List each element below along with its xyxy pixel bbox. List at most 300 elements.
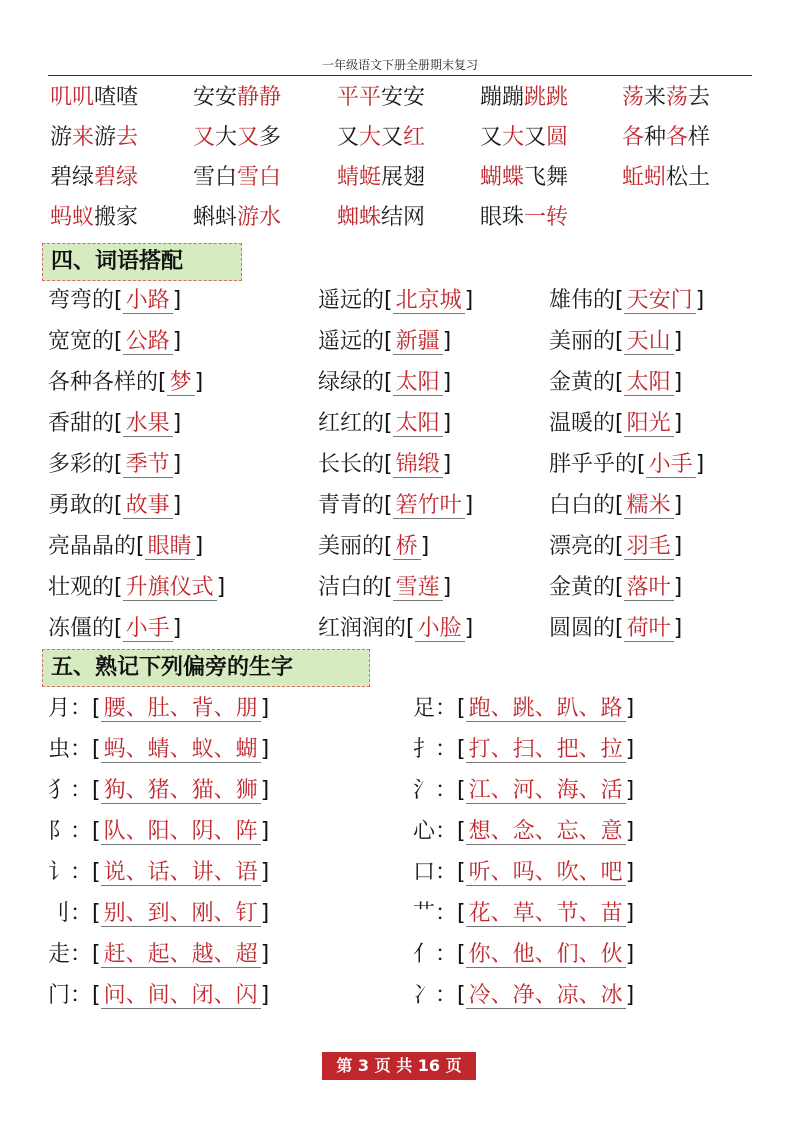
radical-item: [48, 978, 269, 1014]
matching-item: [318, 488, 473, 524]
phrase-segment: 碧绿: [94, 165, 139, 190]
phrase-segment: 各: [622, 125, 645, 150]
right-bracket: ]: [442, 329, 452, 354]
phrase-item: [50, 200, 138, 236]
right-bracket: ]: [673, 493, 683, 518]
radical-item: [413, 814, 634, 850]
left-bracket: [: [637, 452, 646, 477]
right-bracket: ]: [172, 452, 182, 477]
radical-char: 冫: [413, 983, 436, 1008]
radical-char: 艹: [413, 901, 436, 926]
matching-prefix: 金黄的: [549, 370, 616, 395]
matching-answer: 新疆: [393, 329, 443, 355]
left-bracket: [: [114, 616, 123, 641]
left-bracket: [: [406, 616, 415, 641]
right-bracket: ]: [260, 983, 270, 1008]
matching-item: [48, 406, 181, 442]
left-bracket: [: [92, 942, 101, 967]
left-bracket: [: [615, 616, 624, 641]
matching-answer: 阳光: [624, 411, 674, 437]
matching-row: [0, 447, 800, 483]
right-bracket: ]: [464, 288, 474, 313]
right-bracket: ]: [625, 696, 635, 721]
right-bracket: ]: [464, 493, 474, 518]
phrase-segment: 松土: [666, 165, 711, 190]
matching-prefix: 白白的: [549, 493, 616, 518]
radical-row: [0, 978, 800, 1014]
matching-row: [0, 488, 800, 524]
matching-prefix: 红润润的: [318, 616, 407, 641]
radical-answer: 腰、肚、背、朋: [101, 696, 261, 722]
phrase-segment: 又: [381, 125, 404, 150]
matching-item: [549, 447, 704, 483]
right-bracket: ]: [625, 983, 635, 1008]
phrase-row: [0, 120, 800, 156]
radical-row: [0, 937, 800, 973]
matching-row: [0, 611, 800, 647]
colon: ：: [70, 696, 93, 721]
section-4-title: 四、词语搭配: [42, 243, 242, 281]
right-bracket: ]: [194, 534, 204, 559]
phrase-row: [0, 80, 800, 116]
matching-item: [549, 488, 682, 524]
right-bracket: ]: [260, 942, 270, 967]
matching-row: [0, 406, 800, 442]
matching-prefix: 美丽的: [549, 329, 616, 354]
left-bracket: [: [92, 696, 101, 721]
radical-item: [413, 937, 634, 973]
phrase-segment: 蹦蹦: [480, 85, 525, 110]
matching-item: [48, 611, 181, 647]
phrase-segment: 荡: [666, 85, 689, 110]
matching-item: [318, 365, 451, 401]
phrase-segment: 来: [72, 125, 95, 150]
radical-answer: 听、吗、吹、吧: [466, 860, 626, 886]
radical-answer: 赶、起、越、超: [101, 942, 261, 968]
left-bracket: [: [114, 452, 123, 477]
matching-prefix: 多彩的: [48, 452, 115, 477]
matching-prefix: 冻僵的: [48, 616, 115, 641]
phrase-item: [480, 160, 568, 196]
phrase-item: [622, 80, 710, 116]
left-bracket: [: [384, 288, 393, 313]
right-bracket: ]: [260, 860, 270, 885]
matching-item: [48, 488, 181, 524]
phrase-segment: 安安: [193, 85, 238, 110]
matching-row: [0, 570, 800, 606]
matching-answer: 锦缎: [393, 452, 443, 478]
phrase-segment: 荡: [622, 85, 645, 110]
radical-item: [413, 896, 634, 932]
phrase-segment: 又: [337, 125, 360, 150]
phrase-item: [622, 160, 710, 196]
phrase-segment: 蜘蛛: [337, 205, 382, 230]
phrase-item: [480, 80, 568, 116]
left-bracket: [: [92, 983, 101, 1008]
left-bracket: [: [615, 575, 624, 600]
matching-answer: 梦: [167, 370, 195, 396]
colon: ：: [70, 819, 93, 844]
right-bracket: ]: [172, 616, 182, 641]
left-bracket: [: [457, 860, 466, 885]
phrase-segment: 游: [50, 125, 73, 150]
colon: ：: [435, 860, 458, 885]
colon: ：: [70, 983, 93, 1008]
matching-prefix: 宽宽的: [48, 329, 115, 354]
radical-answer: 狗、猪、猫、狮: [101, 778, 261, 804]
right-bracket: ]: [625, 860, 635, 885]
matching-answer: 荷叶: [624, 616, 674, 642]
phrase-segment: 蜻蜓: [337, 165, 382, 190]
phrase-item: [50, 80, 138, 116]
radical-char: 足: [413, 696, 436, 721]
matching-item: [318, 611, 473, 647]
matching-row: [0, 365, 800, 401]
radical-row: [0, 814, 800, 850]
radical-row: [0, 855, 800, 891]
left-bracket: [: [384, 534, 393, 559]
matching-item: [318, 570, 451, 606]
radical-answer: 打、扫、把、拉: [466, 737, 626, 763]
matching-prefix: 雄伟的: [549, 288, 616, 313]
phrase-segment: 飞舞: [524, 165, 569, 190]
colon: ：: [435, 696, 458, 721]
left-bracket: [: [92, 819, 101, 844]
left-bracket: [: [114, 575, 123, 600]
radical-item: [48, 814, 269, 850]
matching-answer: 太阳: [393, 411, 443, 437]
left-bracket: [: [457, 942, 466, 967]
matching-item: [318, 447, 451, 483]
radical-char: 门: [48, 983, 71, 1008]
radical-char: 口: [413, 860, 436, 885]
phrase-segment: 蝌蚪: [193, 205, 238, 230]
radical-char: 亻: [413, 942, 436, 967]
radical-char: 刂: [48, 901, 71, 926]
right-bracket: ]: [625, 942, 635, 967]
radical-answer: 江、河、海、活: [466, 778, 626, 804]
left-bracket: [: [615, 534, 624, 559]
matching-prefix: 温暖的: [549, 411, 616, 436]
matching-item: [318, 406, 451, 442]
matching-answer: 季节: [123, 452, 173, 478]
left-bracket: [: [136, 534, 145, 559]
matching-prefix: 青青的: [318, 493, 385, 518]
colon: ：: [435, 901, 458, 926]
phrase-segment: 又: [237, 125, 260, 150]
phrase-segment: 蝴蝶: [480, 165, 525, 190]
matching-row: [0, 529, 800, 565]
left-bracket: [: [457, 778, 466, 803]
radical-item: [48, 773, 269, 809]
matching-prefix: 红红的: [318, 411, 385, 436]
radical-char: 阝: [48, 819, 71, 844]
colon: ：: [435, 737, 458, 762]
right-bracket: ]: [625, 778, 635, 803]
phrase-row: [0, 200, 800, 236]
left-bracket: [: [384, 329, 393, 354]
left-bracket: [: [615, 288, 624, 313]
right-bracket: ]: [673, 370, 683, 395]
matching-item: [318, 324, 451, 360]
colon: ：: [435, 942, 458, 967]
phrase-segment: 一转: [524, 205, 569, 230]
phrase-segment: 跳跳: [524, 85, 569, 110]
radical-answer: 冷、净、凉、冰: [466, 983, 626, 1009]
left-bracket: [: [114, 493, 123, 518]
colon: ：: [435, 778, 458, 803]
left-bracket: [: [457, 819, 466, 844]
matching-item: [549, 283, 704, 319]
left-bracket: [: [384, 452, 393, 477]
radical-answer: 说、话、讲、语: [101, 860, 261, 886]
radical-answer: 队、阳、阴、阵: [101, 819, 261, 845]
header-divider: [48, 75, 752, 76]
left-bracket: [: [384, 575, 393, 600]
right-bracket: ]: [260, 819, 270, 844]
matching-prefix: 亮晶晶的: [48, 534, 137, 559]
matching-answer: 箬竹叶: [393, 493, 465, 519]
matching-item: [549, 570, 682, 606]
left-bracket: [: [457, 901, 466, 926]
radical-char: 氵: [413, 778, 436, 803]
matching-answer: 小脸: [415, 616, 465, 642]
matching-item: [318, 283, 473, 319]
right-bracket: ]: [695, 288, 705, 313]
phrase-segment: 又: [193, 125, 216, 150]
right-bracket: ]: [442, 452, 452, 477]
left-bracket: [: [158, 370, 167, 395]
right-bracket: ]: [260, 737, 270, 762]
matching-item: [48, 570, 225, 606]
colon: ：: [70, 737, 93, 762]
phrase-segment: 红: [403, 125, 426, 150]
matching-prefix: 弯弯的: [48, 288, 115, 313]
page-header: 一年级语文下册全册期末复习: [321, 58, 478, 72]
left-bracket: [: [615, 411, 624, 436]
right-bracket: ]: [442, 370, 452, 395]
left-bracket: [: [457, 983, 466, 1008]
matching-answer: 天安门: [624, 288, 696, 314]
left-bracket: [: [92, 778, 101, 803]
phrase-segment: 搬家: [94, 205, 139, 230]
phrase-segment: 多: [259, 125, 282, 150]
colon: ：: [70, 778, 93, 803]
matching-answer: 雪莲: [393, 575, 443, 601]
matching-prefix: 遥远的: [318, 288, 385, 313]
matching-item: [549, 529, 682, 565]
matching-prefix: 胖乎乎的: [549, 452, 638, 477]
radical-answer: 问、间、闭、闪: [101, 983, 261, 1009]
section-5-title: 五、熟记下列偏旁的生字: [42, 649, 370, 687]
phrase-item: [193, 80, 281, 116]
radical-item: [413, 978, 634, 1014]
phrase-segment: 安安: [381, 85, 426, 110]
left-bracket: [: [384, 411, 393, 436]
right-bracket: ]: [194, 370, 204, 395]
phrase-item: [193, 120, 281, 156]
matching-item: [48, 283, 181, 319]
phrase-segment: 雪白: [193, 165, 238, 190]
phrase-segment: 又: [480, 125, 503, 150]
radical-answer: 跑、跳、趴、路: [466, 696, 626, 722]
radical-char: 走: [48, 942, 71, 967]
matching-item: [318, 529, 429, 565]
radical-char: 讠: [48, 860, 71, 885]
radical-char: 心: [413, 819, 436, 844]
matching-answer: 水果: [123, 411, 173, 437]
left-bracket: [: [615, 370, 624, 395]
matching-answer: 太阳: [393, 370, 443, 396]
right-bracket: ]: [625, 819, 635, 844]
phrase-segment: 种: [644, 125, 667, 150]
right-bracket: ]: [216, 575, 226, 600]
colon: ：: [70, 901, 93, 926]
phrase-item: [622, 120, 710, 156]
matching-prefix: 金黄的: [549, 575, 616, 600]
matching-row: [0, 283, 800, 319]
phrase-segment: 来: [644, 85, 667, 110]
matching-prefix: 绿绿的: [318, 370, 385, 395]
phrase-segment: 又: [524, 125, 547, 150]
matching-item: [549, 611, 682, 647]
right-bracket: ]: [172, 493, 182, 518]
phrase-item: [337, 160, 425, 196]
matching-item: [549, 324, 682, 360]
right-bracket: ]: [442, 411, 452, 436]
radical-row: [0, 896, 800, 932]
phrase-item: [337, 120, 425, 156]
matching-answer: 公路: [123, 329, 173, 355]
matching-item: [48, 324, 181, 360]
phrase-segment: 雪白: [237, 165, 282, 190]
right-bracket: ]: [260, 778, 270, 803]
phrase-segment: 去: [116, 125, 139, 150]
left-bracket: [: [457, 696, 466, 721]
phrase-segment: 蚯蚓: [622, 165, 667, 190]
left-bracket: [: [615, 493, 624, 518]
right-bracket: ]: [673, 575, 683, 600]
colon: ：: [435, 983, 458, 1008]
radical-answer: 想、念、忘、意: [466, 819, 626, 845]
radical-answer: 蚂、蜻、蚁、蝴: [101, 737, 261, 763]
radical-item: [48, 855, 269, 891]
left-bracket: [: [457, 737, 466, 762]
right-bracket: ]: [673, 329, 683, 354]
left-bracket: [: [114, 411, 123, 436]
phrase-segment: 游: [94, 125, 117, 150]
phrase-item: [480, 120, 568, 156]
matching-item: [48, 365, 203, 401]
radical-char: 扌: [413, 737, 436, 762]
matching-item: [549, 406, 682, 442]
phrase-segment: 去: [688, 85, 711, 110]
left-bracket: [: [114, 288, 123, 313]
radical-item: [48, 732, 269, 768]
right-bracket: ]: [172, 329, 182, 354]
radical-answer: 花、草、节、苗: [466, 901, 626, 927]
phrase-segment: 圆: [546, 125, 569, 150]
matching-answer: 眼睛: [145, 534, 195, 560]
radical-char: 月: [48, 696, 71, 721]
matching-answer: 糯米: [624, 493, 674, 519]
phrase-item: [50, 160, 138, 196]
radical-row: [0, 691, 800, 727]
right-bracket: ]: [172, 411, 182, 436]
radical-item: [413, 773, 634, 809]
matching-item: [48, 447, 181, 483]
phrase-segment: 各: [666, 125, 689, 150]
left-bracket: [: [92, 737, 101, 762]
left-bracket: [: [615, 329, 624, 354]
matching-prefix: 壮观的: [48, 575, 115, 600]
matching-answer: 桥: [393, 534, 421, 560]
matching-prefix: 美丽的: [318, 534, 385, 559]
phrase-item: [337, 200, 425, 236]
phrase-segment: 喳喳: [94, 85, 139, 110]
matching-answer: 故事: [123, 493, 173, 519]
matching-answer: 升旗仪式: [123, 575, 217, 601]
right-bracket: ]: [625, 901, 635, 926]
phrase-item: [337, 80, 425, 116]
left-bracket: [: [384, 493, 393, 518]
right-bracket: ]: [260, 696, 270, 721]
right-bracket: ]: [172, 288, 182, 313]
matching-prefix: 漂亮的: [549, 534, 616, 559]
matching-item: [549, 365, 682, 401]
right-bracket: ]: [464, 616, 474, 641]
matching-prefix: 各种各样的: [48, 370, 159, 395]
phrase-segment: 静静: [237, 85, 282, 110]
radical-char: 犭: [48, 778, 71, 803]
radical-item: [48, 896, 269, 932]
phrase-segment: 蚂蚁: [50, 205, 95, 230]
colon: ：: [70, 860, 93, 885]
radical-item: [48, 691, 269, 727]
matching-prefix: 勇敢的: [48, 493, 115, 518]
phrase-segment: 游水: [237, 205, 282, 230]
matching-answer: 小手: [123, 616, 173, 642]
radical-answer: 你、他、们、伙: [466, 942, 626, 968]
phrase-segment: 眼珠: [480, 205, 525, 230]
radical-row: [0, 773, 800, 809]
right-bracket: ]: [260, 901, 270, 926]
matching-answer: 北京城: [393, 288, 465, 314]
phrase-segment: 大: [359, 125, 382, 150]
matching-answer: 羽毛: [624, 534, 674, 560]
right-bracket: ]: [695, 452, 705, 477]
phrase-item: [480, 200, 568, 236]
radical-item: [413, 855, 634, 891]
phrase-row: [0, 160, 800, 196]
matching-prefix: 遥远的: [318, 329, 385, 354]
phrase-segment: 大: [215, 125, 238, 150]
phrase-segment: 平平: [337, 85, 382, 110]
colon: ：: [435, 819, 458, 844]
left-bracket: [: [92, 860, 101, 885]
left-bracket: [: [92, 901, 101, 926]
colon: ：: [70, 942, 93, 967]
radical-char: 虫: [48, 737, 71, 762]
right-bracket: ]: [673, 616, 683, 641]
radical-item: [413, 732, 634, 768]
radical-item: [413, 691, 634, 727]
right-bracket: ]: [625, 737, 635, 762]
matching-answer: 天山: [624, 329, 674, 355]
radical-item: [48, 937, 269, 973]
matching-item: [48, 529, 203, 565]
matching-answer: 太阳: [624, 370, 674, 396]
